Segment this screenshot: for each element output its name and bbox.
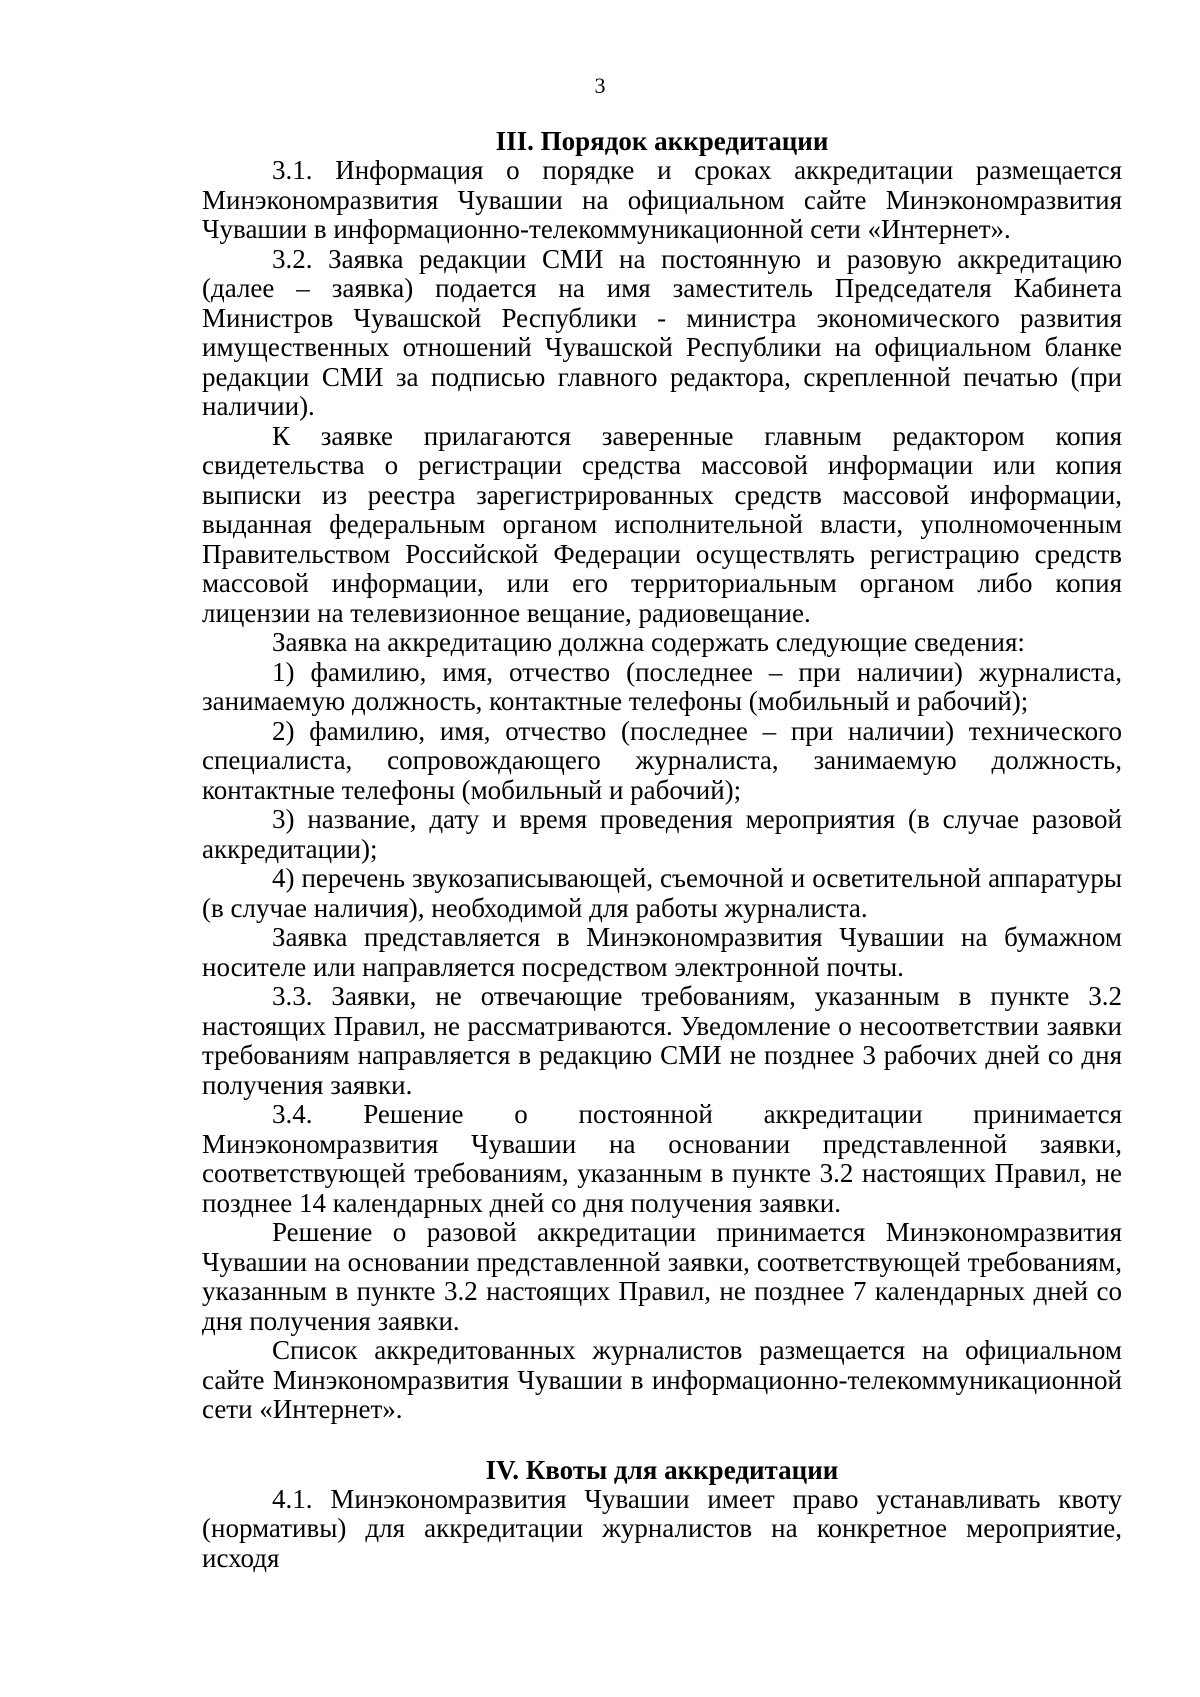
section-3-heading: III. Порядок аккредитации: [495, 126, 829, 156]
paragraph-3-4: 3.4. Решение о постоянной аккредитации принимается Минэкономразвития Чувашии на основании представленной заявки, соответствующей требованиям, указанным в пункте 3.2 настоящих Правил, не позднее 14 календарных дней со дня получения заявки.: [202, 1099, 1122, 1218]
list-item-1: 1) фамилию, имя, отчество (последнее – при наличии) журналиста, занимаемую должность, контактные телефоны (мобильный и рабочий);: [202, 656, 1122, 716]
section-4-heading: IV. Квоты для аккредитации: [485, 1454, 839, 1485]
page-number: 3: [594, 73, 606, 98]
list-item-2: 2) фамилию, имя, отчество (последнее – при наличии) технического специалиста, сопровождающего журналиста, занимаемую должность, контактные телефоны (мобильный и рабочий);: [202, 715, 1122, 805]
paragraph-3-2: 3.2. Заявка редакции СМИ на постоянную и разовую аккредитацию (далее – заявка) подается на имя заместитель Председателя Кабинета Министров Чувашской Республики - министра экономического развития имущественных отношений Чувашской Республики на официальном бланке редакции СМИ за подписью главного редактора, скрепленной печатью (при наличии).: [202, 243, 1122, 421]
paragraph-attachments: К заявке прилагаются заверенные главным редактором копия свидетельства о регистрации средства массовой информации или копия выписки из реестра зарегистрированных средств массовой информации, выданная федеральным органом исполнительной власти, уполномоченным Правительством Российской Федерации осуществлять регистрацию средств массовой информации, или его территориальным органом либо копия лицензии на телевизионное вещание, радиовещание.: [202, 420, 1122, 628]
paragraph-submission: Заявка представляется в Минэкономразвития Чувашии на бумажном носителе или направляется посредством электронной почты.: [202, 922, 1122, 982]
paragraph-one-time-decision: Решение о разовой аккредитации принимается Минэкономразвития Чувашии на основании представленной заявки, соответствующей требованиям, указанным в пункте 3.2 настоящих Правил, не позднее 7 календарных дней со дня получения заявки.: [202, 1217, 1122, 1336]
paragraph-application-contents: Заявка на аккредитацию должна содержать следующие сведения:: [272, 627, 1025, 657]
paragraph-list-publication: Список аккредитованных журналистов размещается на официальном сайте Минэкономразвития Чувашии в информационно-телекоммуникационной сети «Интернет».: [202, 1335, 1122, 1424]
list-item-4: 4) перечень звукозаписывающей, съемочной и осветительной аппаратуры (в случае наличия), необходимой для работы журналиста.: [202, 863, 1122, 923]
paragraph-4-1: 4.1. Минэкономразвития Чувашии имеет право устанавливать квоту (нормативы) для аккредитации журналистов на конкретное мероприятие, исходя: [202, 1483, 1122, 1573]
document-body: [202, 126, 1122, 1573]
paragraph-3-3: 3.3. Заявки, не отвечающие требованиям, указанным в пункте 3.2 настоящих Правил, не рассматриваются. Уведомление о несоответствии заявки требованиям направляется в редакцию СМИ не позднее 3 рабочих дней со дня получения заявки.: [202, 981, 1122, 1100]
paragraph-3-1: 3.1. Информация о порядке и сроках аккредитации размещается Минэкономразвития Чувашии на официальном сайте Минэкономразвития Чувашии в информационно-телекоммуникационной сети «Интернет».: [202, 155, 1122, 244]
list-item-3: 3) название, дату и время проведения мероприятия (в случае разовой аккредитации);: [202, 804, 1122, 864]
